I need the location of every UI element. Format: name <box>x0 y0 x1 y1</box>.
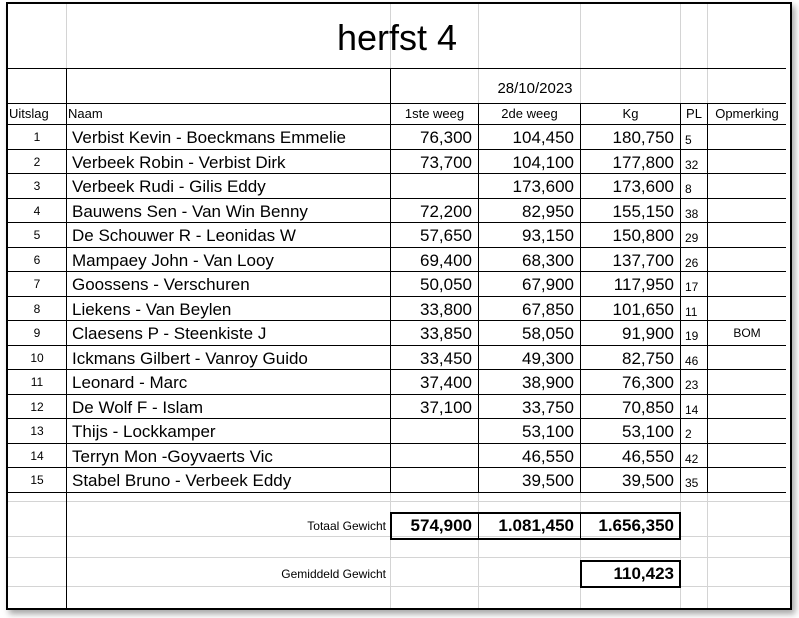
border <box>66 68 67 608</box>
weigh-2-cell: 53,100 <box>522 422 574 441</box>
border <box>580 104 581 492</box>
total-kg: 1.656,350 <box>598 516 674 535</box>
kg-cell: 117,950 <box>613 275 674 294</box>
pl-cell: 8 <box>685 182 692 196</box>
kg-cell: 39,500 <box>622 471 674 490</box>
kg-cell: 46,550 <box>622 447 674 466</box>
kg-cell: 177,800 <box>612 153 674 172</box>
team-name-cell: Liekens - Van Beylen <box>72 300 232 319</box>
rank-cell: 6 <box>33 253 41 267</box>
team-name-cell: Thijs - Lockkamper <box>72 422 216 441</box>
team-name-cell: Claesens P - Steenkiste J <box>72 324 267 343</box>
header-weigh-1: 1ste weeg <box>404 106 465 121</box>
weigh-1-cell: 76,300 <box>420 128 472 147</box>
pl-cell: 35 <box>685 476 699 490</box>
header-remark: Opmerking <box>715 106 779 121</box>
kg-cell: 150,800 <box>612 226 674 245</box>
pl-cell: 26 <box>685 256 699 270</box>
kg-cell: 53,100 <box>622 422 674 441</box>
weigh-1-cell <box>391 419 478 444</box>
rank-cell: 5 <box>33 228 41 242</box>
rank-cell: 15 <box>30 473 44 487</box>
weigh-2-cell: 104,450 <box>512 128 574 147</box>
weigh-1-cell: 69,400 <box>420 251 472 270</box>
rank-cell: 11 <box>30 375 44 389</box>
team-name-cell: Goossens - Verschuren <box>72 275 250 294</box>
weigh-2-cell: 68,300 <box>522 251 574 270</box>
team-name-cell: Verbeek Rudi - Gilis Eddy <box>72 177 266 196</box>
gridline <box>8 557 790 558</box>
border <box>8 124 786 125</box>
pl-cell: 46 <box>685 354 699 368</box>
weigh-2-cell: 104,100 <box>512 153 574 172</box>
rank-cell: 14 <box>30 449 44 463</box>
remark-cell <box>708 444 786 469</box>
pl-cell: 17 <box>685 280 699 294</box>
remark-cell <box>708 468 786 493</box>
rank-cell: 3 <box>33 179 41 193</box>
rank-cell: 4 <box>33 204 41 218</box>
header-name: Naam <box>68 106 103 121</box>
weigh-1-cell: 57,650 <box>420 226 472 245</box>
pl-cell: 42 <box>685 452 699 466</box>
border <box>390 68 391 492</box>
kg-cell: 173,600 <box>612 177 674 196</box>
header-kg: Kg <box>622 106 639 121</box>
team-name-cell: Ickmans Gilbert - Vanroy Guido <box>72 349 308 368</box>
border <box>390 512 392 540</box>
rank-cell: 10 <box>30 351 44 365</box>
team-name-cell: De Wolf F - Islam <box>72 398 203 417</box>
pl-cell: 2 <box>685 427 692 441</box>
border <box>680 104 681 492</box>
border <box>580 560 582 588</box>
kg-cell: 91,900 <box>622 324 674 343</box>
rank-cell: 12 <box>30 400 44 414</box>
border <box>8 103 786 104</box>
border <box>478 512 479 540</box>
average-weight-label: Gemiddeld Gewicht <box>281 567 386 581</box>
rank-cell: 2 <box>33 155 41 169</box>
remark-cell <box>708 223 786 248</box>
weigh-2-cell: 67,850 <box>522 300 574 319</box>
pl-cell: 14 <box>685 403 699 417</box>
remark-cell <box>708 272 786 297</box>
remark-cell <box>708 199 786 224</box>
kg-cell: 155,150 <box>612 202 674 221</box>
remark-cell <box>708 125 786 150</box>
team-name-cell: Bauwens Sen - Van Win Benny <box>72 202 308 221</box>
weigh-1-cell: 50,050 <box>420 275 472 294</box>
weigh-2-cell: 38,900 <box>522 373 574 392</box>
border <box>8 492 786 493</box>
weigh-2-cell: 39,500 <box>522 471 574 490</box>
team-name-cell: Verbeek Robin - Verbist Dirk <box>72 153 286 172</box>
remark-cell <box>708 297 786 322</box>
pl-cell: 32 <box>685 158 699 172</box>
team-name-cell: De Schouwer R - Leonidas W <box>72 226 296 245</box>
team-name-cell: Stabel Bruno - Verbeek Eddy <box>72 471 292 490</box>
spreadsheet <box>6 2 792 610</box>
border <box>580 560 681 562</box>
border <box>679 512 681 540</box>
weigh-2-cell: 58,050 <box>522 324 574 343</box>
remark-cell <box>708 419 786 444</box>
kg-cell: 101,650 <box>612 300 674 319</box>
kg-cell: 137,700 <box>612 251 674 270</box>
border <box>707 104 708 492</box>
weigh-1-cell: 73,700 <box>420 153 472 172</box>
rank-cell: 7 <box>33 277 41 291</box>
border <box>390 538 681 540</box>
weigh-1-cell: 37,100 <box>420 398 472 417</box>
weigh-1-cell <box>391 174 478 199</box>
weigh-2-cell: 93,150 <box>522 226 574 245</box>
weigh-2-cell: 173,600 <box>512 177 574 196</box>
border <box>8 68 786 69</box>
total-weigh-2: 1.081,450 <box>498 516 574 535</box>
pl-cell: 23 <box>685 378 699 392</box>
remark-cell <box>708 370 786 395</box>
rank-cell: 9 <box>33 326 41 340</box>
weigh-1-cell: 72,200 <box>420 202 472 221</box>
remark-cell <box>708 395 786 420</box>
remark-cell <box>708 150 786 175</box>
pl-cell: 11 <box>685 305 698 319</box>
kg-cell: 70,850 <box>622 398 674 417</box>
weigh-1-cell: 33,450 <box>420 349 472 368</box>
weigh-1-cell: 33,800 <box>420 300 472 319</box>
pl-cell: 29 <box>685 231 699 245</box>
rank-cell: 8 <box>33 302 41 316</box>
weigh-2-cell: 49,300 <box>522 349 574 368</box>
header-pl: PL <box>686 106 702 121</box>
border <box>679 560 681 588</box>
total-weight-label: Totaal Gewicht <box>307 519 386 533</box>
average-weight-value: 110,423 <box>613 564 674 583</box>
weigh-1-cell <box>391 468 478 493</box>
team-name-cell: Leonard - Marc <box>72 373 188 392</box>
sheet-title: herfst 4 <box>336 17 458 58</box>
weigh-1-cell <box>391 444 478 469</box>
pl-cell: 5 <box>685 133 692 147</box>
pl-cell: 19 <box>685 329 699 343</box>
gridline <box>8 501 790 502</box>
weigh-2-cell: 46,550 <box>522 447 574 466</box>
kg-cell: 82,750 <box>622 349 674 368</box>
total-weigh-1: 574,900 <box>410 516 472 535</box>
border <box>390 512 681 514</box>
race-date: 28/10/2023 <box>497 80 573 97</box>
rank-cell: 1 <box>33 130 41 144</box>
border <box>580 512 581 540</box>
weigh-2-cell: 67,900 <box>522 275 574 294</box>
kg-cell: 180,750 <box>612 128 674 147</box>
remark-cell: BOM <box>733 326 761 340</box>
header-rank: Uitslag <box>9 106 49 121</box>
border <box>580 586 681 588</box>
weigh-1-cell: 37,400 <box>420 373 472 392</box>
pl-cell: 38 <box>685 207 699 221</box>
weigh-1-cell: 33,850 <box>420 324 472 343</box>
border <box>478 104 479 492</box>
team-name-cell: Mampaey John - Van Looy <box>72 251 274 270</box>
header-weigh-2: 2de weeg <box>501 106 558 121</box>
remark-cell <box>708 248 786 273</box>
kg-cell: 76,300 <box>622 373 674 392</box>
team-name-cell: Verbist Kevin - Boeckmans Emmelie <box>72 128 346 147</box>
rank-cell: 13 <box>30 424 44 438</box>
weigh-2-cell: 82,950 <box>522 202 574 221</box>
remark-cell <box>708 346 786 371</box>
weigh-2-cell: 33,750 <box>522 398 574 417</box>
remark-cell <box>708 174 786 199</box>
team-name-cell: Terryn Mon -Goyvaerts Vic <box>72 447 273 466</box>
